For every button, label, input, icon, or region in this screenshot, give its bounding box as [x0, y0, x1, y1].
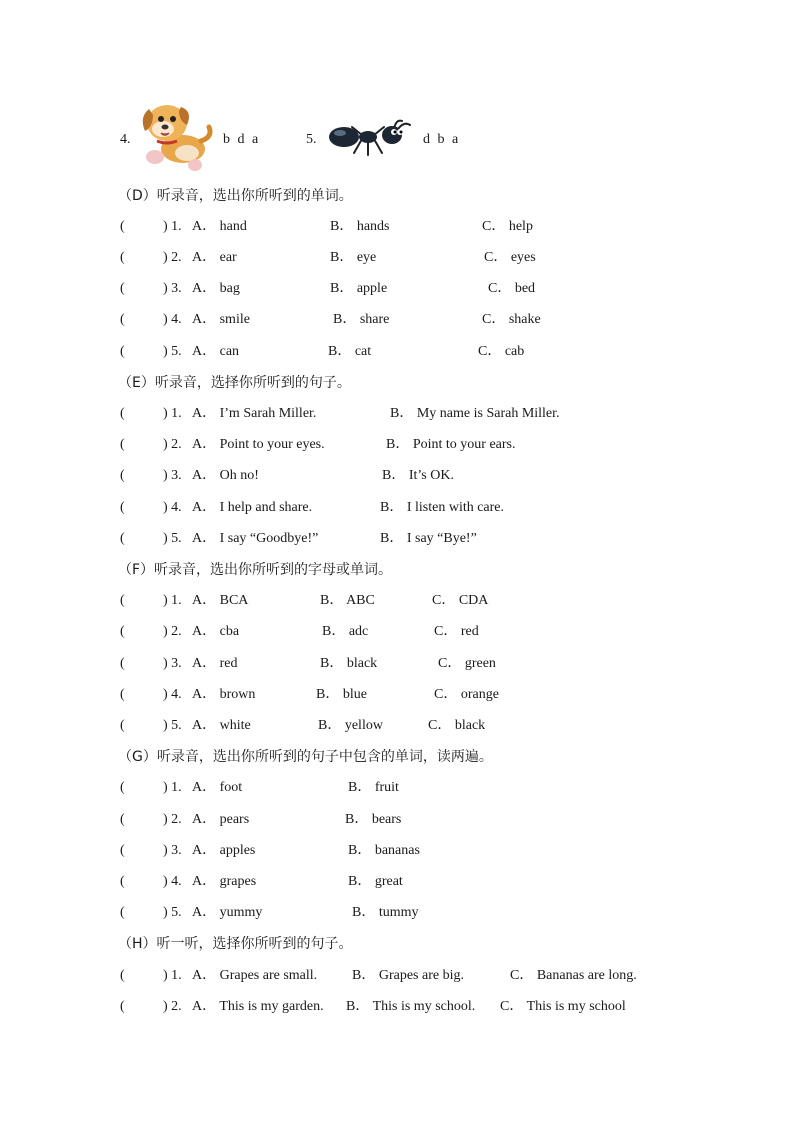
- question-number: ) 2.: [163, 812, 182, 827]
- option-c[interactable]: C． CDA: [432, 593, 489, 608]
- question-number: ) 2.: [163, 250, 182, 265]
- question-row: [0, 967, 794, 987]
- option-b[interactable]: B． eye: [330, 250, 377, 265]
- answer-paren[interactable]: (: [120, 219, 125, 234]
- option-c[interactable]: C． This is my school: [500, 999, 626, 1014]
- question-row: [0, 904, 794, 924]
- option-c[interactable]: C． green: [438, 656, 496, 671]
- section-e-heading: （E）听录音，选择你所听到的句子。: [118, 375, 351, 391]
- option-a[interactable]: A． foot: [192, 780, 243, 795]
- answer-paren[interactable]: (: [120, 406, 125, 421]
- option-b[interactable]: B． Grapes are big.: [352, 968, 464, 983]
- option-b[interactable]: B． ABC: [320, 593, 375, 608]
- option-c[interactable]: C． help: [482, 219, 533, 234]
- question-number: ) 1.: [163, 780, 182, 795]
- question-row: [0, 842, 794, 862]
- option-b[interactable]: B． bears: [345, 812, 402, 827]
- option-a[interactable]: A． yummy: [192, 905, 263, 920]
- question-number: ) 4.: [163, 312, 182, 327]
- answer-paren[interactable]: (: [120, 312, 125, 327]
- question-row: [0, 655, 794, 675]
- answer-paren[interactable]: (: [120, 780, 125, 795]
- option-b[interactable]: B． apple: [330, 281, 388, 296]
- question-number: ) 3.: [163, 468, 182, 483]
- question-row: [0, 779, 794, 799]
- question-row: [0, 405, 794, 425]
- question-number: ) 3.: [163, 656, 182, 671]
- question-row: [0, 499, 794, 519]
- question-row: [0, 998, 794, 1018]
- pic-letters-5: d b a: [423, 132, 459, 147]
- option-b[interactable]: B． fruit: [348, 780, 399, 795]
- option-b[interactable]: B． share: [333, 312, 390, 327]
- answer-paren[interactable]: (: [120, 593, 125, 608]
- answer-paren[interactable]: (: [120, 281, 125, 296]
- question-row: [0, 467, 794, 487]
- option-b[interactable]: B． I say “Bye!”: [380, 531, 477, 546]
- answer-paren[interactable]: (: [120, 656, 125, 671]
- section-h-heading: （H）听一听，选择你所听到的句子。: [118, 936, 353, 952]
- question-number: ) 4.: [163, 687, 182, 702]
- option-a[interactable]: A． brown: [192, 687, 256, 702]
- option-a[interactable]: A． bag: [192, 281, 240, 296]
- question-number: ) 1.: [163, 219, 182, 234]
- question-row: [0, 873, 794, 893]
- option-a[interactable]: A． red: [192, 656, 238, 671]
- option-b[interactable]: B． black: [320, 656, 378, 671]
- section-g-heading: （G）听录音，选出你所听到的句子中包含的单词，读两遍。: [118, 749, 493, 765]
- option-c[interactable]: C． orange: [434, 687, 499, 702]
- option-b[interactable]: B． yellow: [318, 718, 383, 733]
- answer-paren[interactable]: (: [120, 468, 125, 483]
- option-a[interactable]: A． white: [192, 718, 251, 733]
- option-b[interactable]: B． I listen with care.: [380, 500, 505, 515]
- question-number: ) 2.: [163, 624, 182, 639]
- question-number: ) 5.: [163, 531, 182, 546]
- option-b[interactable]: B． cat: [328, 344, 372, 359]
- question-row: [0, 311, 794, 331]
- option-b[interactable]: B． It’s OK.: [382, 468, 454, 483]
- question-number: ) 5.: [163, 718, 182, 733]
- pic-number-4: 4.: [120, 132, 131, 147]
- option-b[interactable]: B． great: [348, 874, 403, 889]
- section-d-heading: （D）听录音，选出你所听到的单词。: [118, 188, 353, 204]
- question-number: ) 1.: [163, 968, 182, 983]
- answer-paren[interactable]: (: [120, 624, 125, 639]
- option-a[interactable]: A． I’m Sarah Miller.: [192, 406, 317, 421]
- answer-paren[interactable]: (: [120, 718, 125, 733]
- question-row: [0, 811, 794, 831]
- answer-paren[interactable]: (: [120, 905, 125, 920]
- option-a[interactable]: A． Point to your eyes.: [192, 437, 325, 452]
- question-number: ) 4.: [163, 500, 182, 515]
- option-a[interactable]: A． Grapes are small.: [192, 968, 318, 983]
- question-row: [0, 249, 794, 269]
- answer-paren[interactable]: (: [120, 874, 125, 889]
- answer-paren[interactable]: (: [120, 812, 125, 827]
- option-a[interactable]: A． I say “Goodbye!”: [192, 531, 319, 546]
- question-row: [0, 717, 794, 737]
- option-a[interactable]: A． Oh no!: [192, 468, 259, 483]
- ant-icon: [328, 117, 412, 157]
- option-c[interactable]: C． cab: [478, 344, 525, 359]
- option-b[interactable]: B． hands: [330, 219, 390, 234]
- option-a[interactable]: A． BCA: [192, 593, 249, 608]
- option-a[interactable]: A． ear: [192, 250, 237, 265]
- picture-row: [0, 95, 794, 185]
- section-f-heading: （F）听录音，选出你所听到的字母或单词。: [118, 562, 393, 578]
- answer-paren[interactable]: (: [120, 687, 125, 702]
- option-a[interactable]: A． can: [192, 344, 240, 359]
- option-b[interactable]: B． My name is Sarah Miller.: [390, 406, 560, 421]
- question-number: ) 2.: [163, 999, 182, 1014]
- option-a[interactable]: A． I help and share.: [192, 500, 313, 515]
- option-a[interactable]: A． smile: [192, 312, 250, 327]
- option-a[interactable]: A． hand: [192, 219, 247, 234]
- question-row: [0, 280, 794, 300]
- option-b[interactable]: B． tummy: [352, 905, 419, 920]
- option-a[interactable]: A． cba: [192, 624, 240, 639]
- answer-paren[interactable]: (: [120, 968, 125, 983]
- option-c[interactable]: C． Bananas are long.: [510, 968, 637, 983]
- answer-paren[interactable]: (: [120, 999, 125, 1014]
- option-b[interactable]: B． blue: [316, 687, 367, 702]
- question-row: [0, 686, 794, 706]
- option-b[interactable]: B． adc: [322, 624, 369, 639]
- answer-paren[interactable]: (: [120, 250, 125, 265]
- option-b[interactable]: B． This is my school.: [346, 999, 476, 1014]
- option-b[interactable]: B． bananas: [348, 843, 420, 858]
- answer-paren[interactable]: (: [120, 531, 125, 546]
- answer-paren[interactable]: (: [120, 500, 125, 515]
- question-row: [0, 343, 794, 363]
- pic-letters-4: b d a: [223, 132, 259, 147]
- puppy-icon: [135, 97, 215, 175]
- question-number: ) 1.: [163, 406, 182, 421]
- question-row: [0, 218, 794, 238]
- option-a[interactable]: A． This is my garden.: [192, 999, 324, 1014]
- answer-paren[interactable]: (: [120, 843, 125, 858]
- question-number: ) 1.: [163, 593, 182, 608]
- question-row: [0, 592, 794, 612]
- answer-paren[interactable]: (: [120, 344, 125, 359]
- question-number: ) 3.: [163, 281, 182, 296]
- question-number: ) 3.: [163, 843, 182, 858]
- answer-paren[interactable]: (: [120, 437, 125, 452]
- option-c[interactable]: C． red: [434, 624, 479, 639]
- option-c[interactable]: C． black: [428, 718, 486, 733]
- option-a[interactable]: A． pears: [192, 812, 250, 827]
- question-row: [0, 436, 794, 456]
- question-row: [0, 623, 794, 643]
- option-a[interactable]: A． apples: [192, 843, 256, 858]
- pic-number-5: 5.: [306, 132, 317, 147]
- question-number: ) 5.: [163, 344, 182, 359]
- question-number: ) 2.: [163, 437, 182, 452]
- question-row: [0, 530, 794, 550]
- option-b[interactable]: B． Point to your ears.: [386, 437, 516, 452]
- option-c[interactable]: C． shake: [482, 312, 541, 327]
- option-c[interactable]: C． bed: [488, 281, 536, 296]
- option-c[interactable]: C． eyes: [484, 250, 536, 265]
- option-a[interactable]: A． grapes: [192, 874, 257, 889]
- question-number: ) 4.: [163, 874, 182, 889]
- question-number: ) 5.: [163, 905, 182, 920]
